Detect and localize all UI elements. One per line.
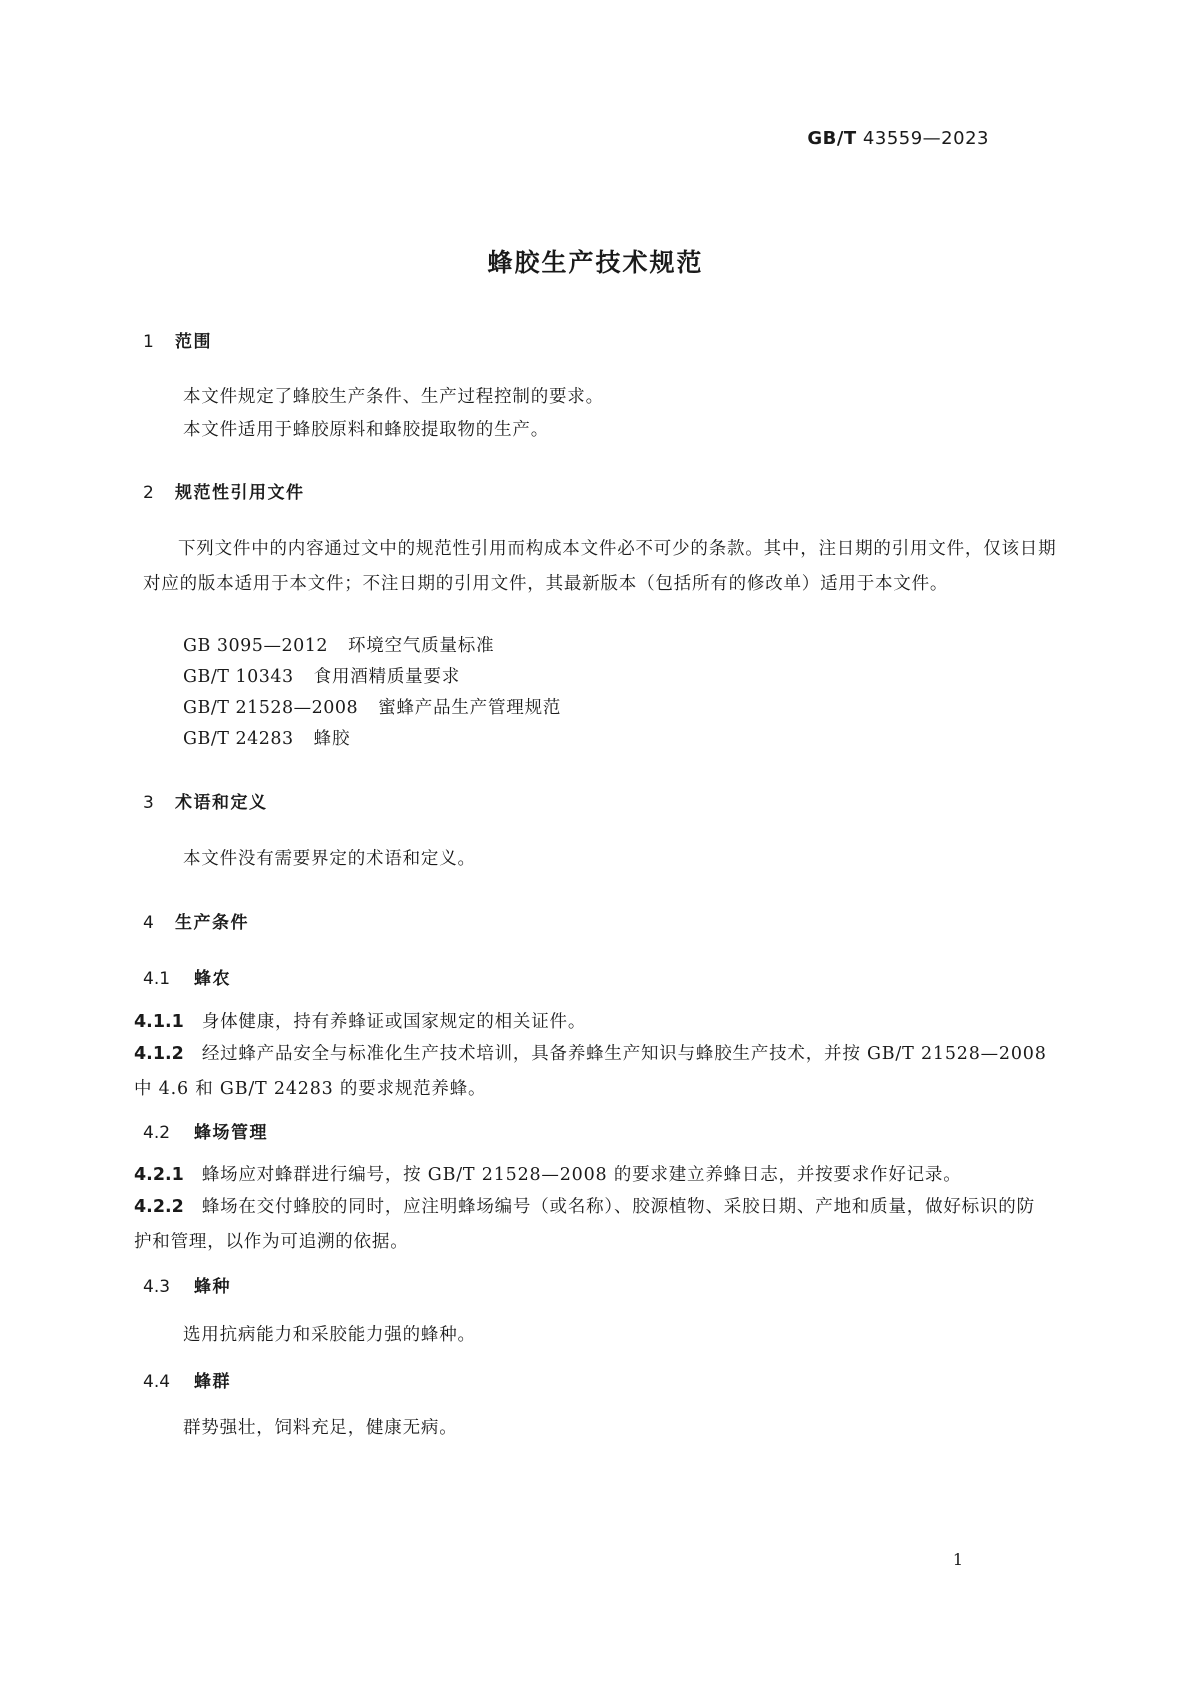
page-number: 1 [952, 1550, 963, 1569]
reference-item: GB/T 21528—2008 蜜蜂产品生产管理规范 [183, 698, 562, 718]
clause-4-2-2: 4.2.2 蜂场在交付蜂胶的同时，应注明蜂场编号（或名称）、胶源植物、采胶日期、产地和质量，做好标识的防护和管理，以作为可追溯的依据。 [134, 1197, 1035, 1252]
bee-species-paragraph: 选用抗病能力和采胶能力强的蜂种。 [183, 1325, 476, 1345]
reference-item: GB/T 24283 蜂胶 [183, 729, 351, 749]
references-intro: 下列文件中的内容通过文中的规范性引用而构成本文件必不可少的条款。其中，注日期的引用文件，仅该日期对应的版本适用于本文件；不注日期的引用文件，其最新版本（包括所有的修改单）适用于本文件。 [143, 539, 1057, 594]
subsection-4-3-heading: 4.3 蜂种 [143, 1277, 231, 1297]
section-1-heading: 1 范围 [143, 332, 212, 352]
section-3-heading: 3 术语和定义 [143, 793, 268, 813]
reference-item: GB 3095—2012 环境空气质量标准 [183, 636, 495, 656]
section-2-heading: 2 规范性引用文件 [143, 483, 305, 503]
subsection-4-4-heading: 4.4 蜂群 [143, 1372, 231, 1392]
clause-4-1-2: 4.1.2 经过蜂产品安全与标准化生产技术培训，具备养蜂生产知识与蜂胶生产技术，并按 GB/T 21528—2008 中 4.6 和 GB/T 24283 的要求规范养蜂。 [134, 1044, 1047, 1099]
standard-code: GB/T 43559—2023 [807, 128, 989, 149]
clause-4-2-1: 4.2.1 蜂场应对蜂群进行编号，按 GB/T 21528—2008 的要求建立养蜂日志，并按要求作好记录。 [134, 1165, 962, 1185]
terms-paragraph: 本文件没有需要界定的术语和定义。 [183, 849, 476, 869]
subsection-4-2-heading: 4.2 蜂场管理 [143, 1123, 268, 1143]
colony-paragraph: 群势强壮，饲料充足，健康无病。 [183, 1418, 458, 1438]
scope-paragraph-2: 本文件适用于蜂胶原料和蜂胶提取物的生产。 [183, 420, 549, 440]
page-title: 蜂胶生产技术规范 [487, 248, 704, 277]
reference-item: GB/T 10343 食用酒精质量要求 [183, 667, 461, 687]
clause-4-1-1: 4.1.1 身体健康，持有养蜂证或国家规定的相关证件。 [134, 1012, 587, 1032]
scope-paragraph-1: 本文件规定了蜂胶生产条件、生产过程控制的要求。 [183, 387, 604, 407]
subsection-4-1-heading: 4.1 蜂农 [143, 969, 231, 989]
section-4-heading: 4 生产条件 [143, 913, 249, 933]
